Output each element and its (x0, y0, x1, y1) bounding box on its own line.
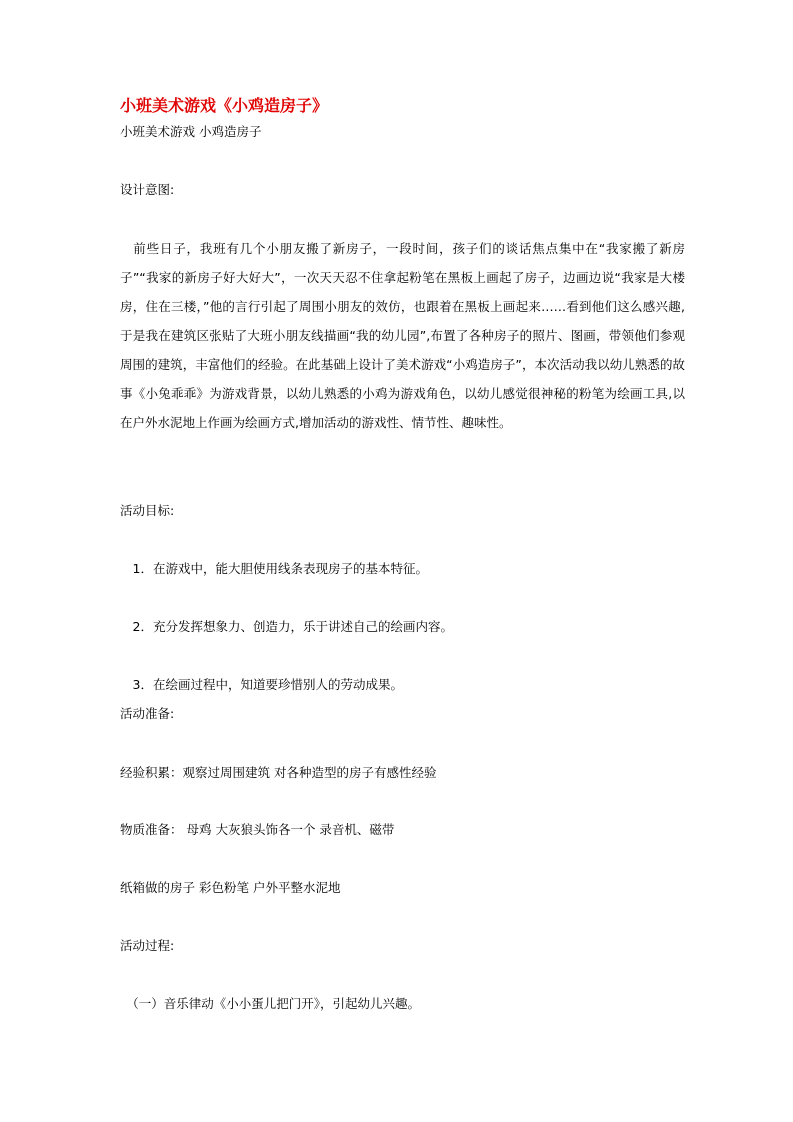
goal-item-2: 2．充分发挥想象力、创造力，乐于讲述自己的绘画内容。 (120, 619, 453, 634)
design-heading: 设计意图: (120, 182, 175, 197)
document-subtitle: 小班美术游戏 小鸡造房子 (120, 124, 262, 139)
prep-experience: 经验积累：观察过周围建筑 对各种造型的房子有感性经验 (120, 765, 437, 780)
prep-heading: 活动准备: (120, 706, 175, 721)
prep-materials-continued: 纸箱做的房子 彩色粉笔 户外平整水泥地 (120, 880, 341, 895)
prep-materials: 物质准备： 母鸡 大灰狼头饰各一个 录音机、磁带 (120, 822, 395, 837)
goal-item-3: 3．在绘画过程中，知道要珍惜别人的劳动成果。 (120, 677, 403, 692)
document-title: 小班美术游戏《小鸡造房子》 (120, 96, 329, 115)
goals-heading: 活动目标: (120, 503, 175, 518)
process-step-1: （一）音乐律动《小小蛋儿把门开》，引起幼儿兴趣。 (120, 996, 421, 1011)
design-paragraph: 前些日子，我班有几个小朋友搬了新房子，一段时间，孩子们的谈话焦点集中在“我家搬了新房子”“我家的新房子好大好大”，一次天天忍不住拿起粉笔在黑板上画起了房子，边画边说“我家是大楼房，住在三楼，”他的言行引起了周围小朋友的效仿，也跟着在黑板上画起来……看到他们这么感兴趣,于是我在建筑区张贴了大班小朋友线描画“我的幼儿园”,布置了各种房子的照片、图画，带领他们参观周围的建筑，丰富他们的经验。在此基础上设计了美术游戏“小鸡造房子”，本次活动我以幼儿熟悉的故事《小兔乖乖》为游戏背景，以幼儿熟悉的小鸡为游戏角色，以幼儿感觉很神秘的粉笔为绘画工具,以在户外水泥地上作画为绘画方式,增加活动的游戏性、情节性、趣味性。 (120, 241, 685, 430)
process-heading: 活动过程: (120, 938, 175, 953)
goal-item-1: 1．在游戏中，能大胆使用线条表现房子的基本特征。 (120, 561, 428, 576)
